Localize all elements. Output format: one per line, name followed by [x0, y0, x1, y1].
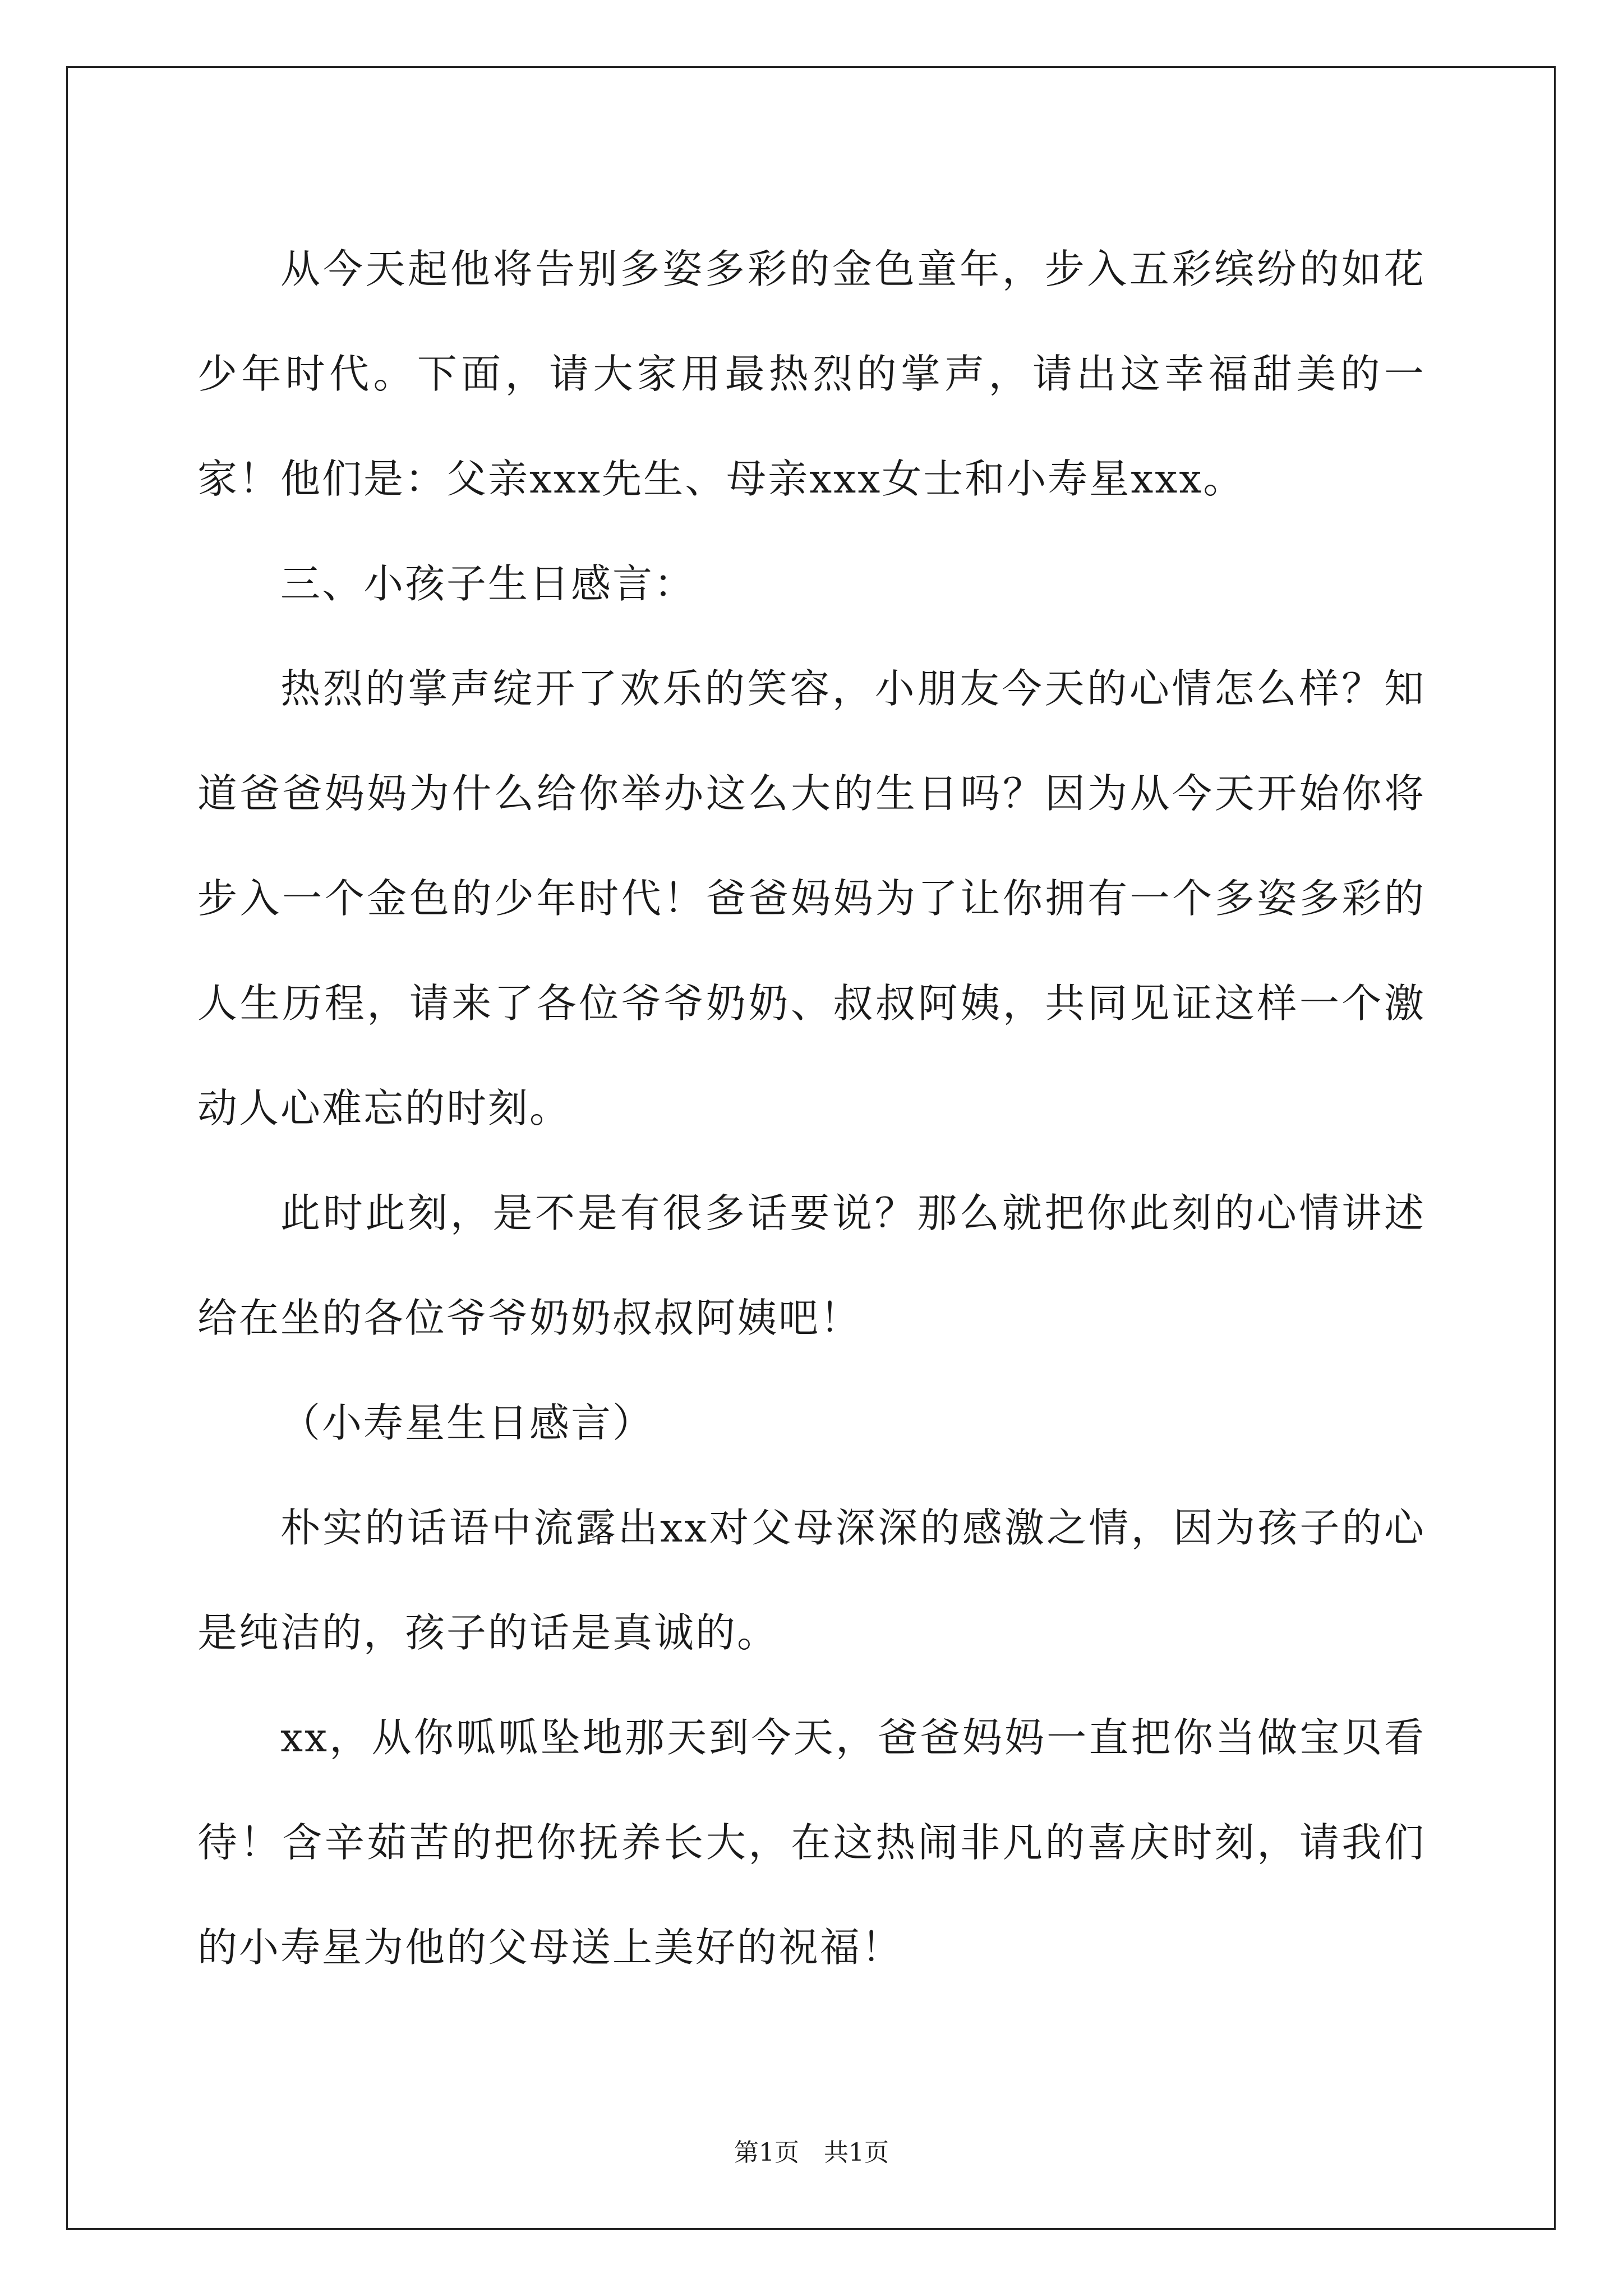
section-heading: 三、小孩子生日感言：	[280, 560, 696, 607]
page-footer: 第1页 共1页	[734, 2138, 889, 2167]
paragraph: 热烈的掌声绽开了欢乐的笑容，小朋友今天的心情怎么样？知道爸爸妈妈为什么给你举办这么大的生日吗？因为从今天开始你将步入一个金色的少年时代！爸爸妈妈为了让你拥有一个多姿多彩的人生历程，请来了各位爷爷奶奶、叔叔阿姨，共同见证这样一个激动人心难忘的时刻。	[197, 665, 1426, 1131]
document-body	[197, 217, 1426, 2000]
paragraph: 朴实的话语中流露出xx对父母深深的感激之情，因为孩子的心是纯洁的，孩子的话是真诚的。	[197, 1504, 1426, 1656]
paragraph: 从今天起他将告别多姿多彩的金色童年，步入五彩缤纷的如花少年时代。下面，请大家用最热烈的掌声，请出这幸福甜美的一家！他们是：父亲xxx先生、母亲xxx女士和小寿星xxx。	[197, 246, 1426, 502]
stage-direction: （小寿星生日感言）	[280, 1400, 654, 1446]
paragraph: xx，从你呱呱坠地那天到今天，爸爸妈妈一直把你当做宝贝看待！含辛茹苦的把你抚养长大，在这热闹非凡的喜庆时刻，请我们的小寿星为他的父母送上美好的祝福！	[197, 1714, 1426, 1971]
paragraph: 此时此刻，是不是有很多话要说？那么就把你此刻的心情讲述给在坐的各位爷爷奶奶叔叔阿姨吧！	[197, 1190, 1426, 1341]
